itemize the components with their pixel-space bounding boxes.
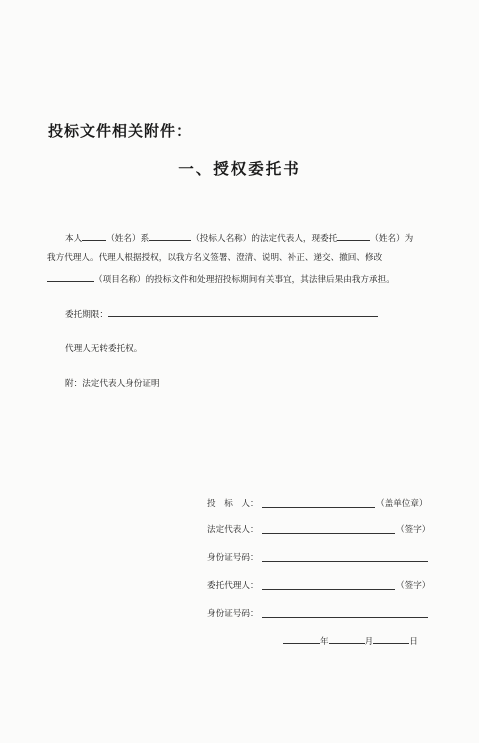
text-legal-rep-entrust: （投标人名称）的法定代表人，现委托: [191, 234, 338, 244]
authorization-line-2: 我方代理人。代理人根据授权，以我方名义签署、澄清、说明、补正、递交、撤回、修改: [47, 253, 383, 263]
id-number-line-1: [262, 553, 428, 562]
agent-line: [262, 581, 395, 590]
term-label: 委托期限：: [65, 310, 108, 320]
term-row: [65, 308, 378, 321]
legal-rep-line: [262, 525, 395, 534]
id-number-label-1: 身份证号码：: [207, 553, 259, 563]
text-name-as: （姓名）为: [370, 234, 414, 244]
text-name-is: （姓名）系: [106, 234, 150, 244]
blank-principal-name: [82, 232, 106, 241]
year-label: 年: [320, 637, 329, 647]
authorization-line-3: [47, 273, 395, 286]
id-number-label-2: 身份证号码：: [207, 609, 259, 619]
authorization-line-1: [65, 232, 413, 245]
month-blank: [329, 635, 365, 644]
legal-rep-note: （签字）: [396, 525, 431, 535]
bidder-note: （盖单位章）: [376, 499, 428, 509]
date-row: [283, 635, 418, 647]
legal-rep-label: 法定代表人：: [207, 525, 259, 535]
text-project-clause: （项目名称）的投标文件和处理招投标期间有关事宜，其法律后果由我方承担。: [94, 275, 395, 285]
bidder-label: 投 标 人：: [207, 499, 259, 509]
bidder-line: [262, 499, 375, 508]
year-blank: [283, 635, 320, 644]
no-sub-delegation: 代理人无转委托权。: [65, 344, 143, 354]
attachment-note: 附：法定代表人身份证明: [65, 379, 160, 389]
term-line: [108, 308, 378, 317]
agent-note: （签字）: [396, 581, 431, 591]
document-title: 一、授权委托书: [178, 159, 301, 178]
blank-project-name: [47, 273, 94, 282]
day-label: 日: [409, 637, 418, 647]
id-number-line-2: [262, 609, 428, 618]
blank-agent-name: [337, 232, 370, 241]
month-label: 月: [364, 637, 374, 647]
agent-label: 委托代理人：: [207, 581, 259, 591]
day-blank: [373, 635, 409, 644]
section-heading: 投标文件相关附件：: [48, 122, 193, 140]
text-principal: 本人: [65, 234, 83, 244]
blank-bidder-name: [149, 232, 191, 241]
